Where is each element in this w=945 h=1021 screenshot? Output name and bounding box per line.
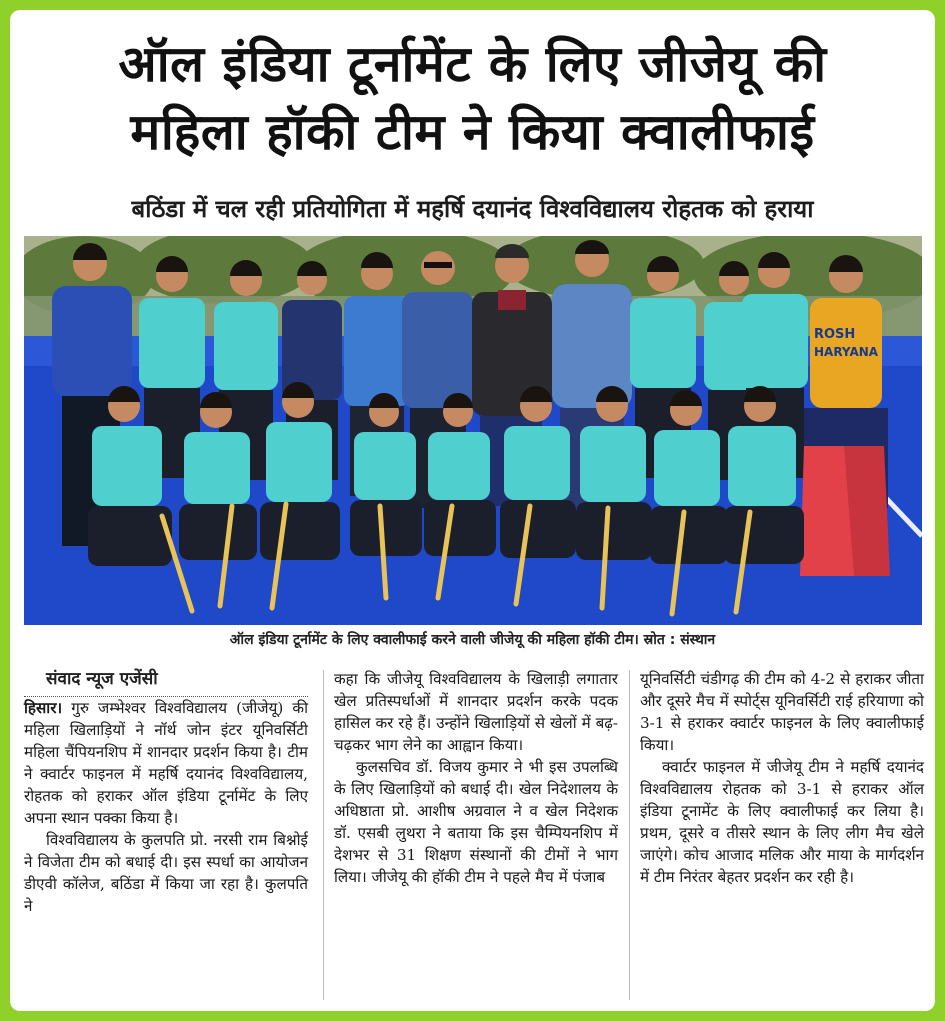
column-divider-1	[323, 670, 324, 1000]
headline-line-2: महिला हॉकी टीम ने किया क्वालीफाई	[130, 103, 815, 161]
agency-byline: संवाद न्यूज एजेंसी	[24, 668, 308, 697]
column-1-paragraph-2: विश्वविद्यालय के कुलपति प्रो. नरसी राम बिश्नोई ने विजेता टीम को बधाई दी। इस स्पर्धा का आयोजन डीएवी कॉलेज, बठिंडा में किया जा रहा है। कुलपति ने	[24, 831, 308, 915]
column-1-paragraph-1-text: गुरु जम्भेश्वर विश्वविद्यालय (जीजेयू) की महिला खिलाड़ियों ने नॉर्थ जोन इंटर यूनिवर्सिटी महिला चैंपियनशिप में शानदार प्रदर्शन किया है। टीम ने क्वार्टर फाइनल में महर्षि दयानंद विश्वविद्यालय, रोहतक को हराकर ऑल इंडिया टूर्नामेंट के लिए अपना स्थान पक्का किया है।	[24, 699, 309, 827]
newspaper-clipping	[10, 10, 935, 1011]
column-2-paragraph-2: कुलसचिव डॉ. विजय कुमार ने भी इस उपलब्धि के लिए खिलाड़ियों को बधाई दी। खेल निदेशालय के अधिष्ठाता प्रो. आशीष अग्रवाल ने व खेल निदेशक डॉ. एसबी लुथरा ने बताया कि इस चैम्पियनशिप में देशभर से 31 शिक्षण संस्थानों की टीमों ने भाग लिया। जीजेयू की हॉकी टीम ने पहले मैच में पंजाब	[334, 758, 618, 886]
jersey-text-bottom: HARYANA	[814, 345, 879, 359]
subheadline: बठिंडा में चल रही प्रतियोगिता में महर्षि दयानंद विश्वविद्यालय रोहतक को हराया	[131, 195, 814, 223]
column-2-paragraph-1: कहा कि जीजेयू विश्वविद्यालय के खिलाड़ी लगातार खेल प्रतिस्पर्धाओं में शानदार प्रदर्शन करके पदक हासिल कर रहे हैं। उन्होंने खिलाड़ियों से खेलों में बढ़-चढ़कर भाग लेने का आह्वान किया।	[334, 670, 618, 754]
column-1	[24, 668, 308, 917]
column-divider-2	[629, 670, 630, 1000]
column-3-paragraph-1: यूनिवर्सिटी चंडीगढ़ की टीम को 4-2 से हराकर जीता और दूसरे मैच में स्पोर्ट्स यूनिवर्सिटी राई हरियाणा को 3-1 से हराकर क्वार्टर फाइनल के लिए क्वालीफाई किया।	[640, 670, 924, 754]
jersey-text-top: ROSH	[814, 327, 856, 342]
column-3	[640, 668, 924, 888]
team-photo	[24, 236, 922, 625]
team-photo-illustration	[24, 236, 922, 625]
column-1-paragraph-1	[24, 697, 308, 829]
column-3-paragraph-2: क्वार्टर फाइनल में जीजेयू टीम ने महर्षि दयानंद विश्वविद्यालय रोहतक को 3-1 से हराकर ऑल इंडिया टूनामेंट के लिए क्वालीफाई कर लिया है। प्रथम, दूसरे व तीसरे स्थान के लिए लीग मैच खेले जाएंगे। कोच आजाद मलिक और माया के मार्गदर्शन में टीम निरंतर बेहतर प्रदर्शन कर रही है।	[640, 758, 924, 886]
photo-caption: ऑल इंडिया टूर्नामेंट के लिए क्वालीफाई करने वाली जीजेयू की महिला हॉकी टीम। स्रोत : संस्थान	[229, 632, 716, 648]
column-2	[334, 668, 618, 888]
headline-line-1: ऑल इंडिया टूर्नामेंट के लिए जीजेयू की	[118, 35, 827, 93]
headline	[10, 30, 935, 166]
dateline: हिसार।	[24, 699, 63, 717]
